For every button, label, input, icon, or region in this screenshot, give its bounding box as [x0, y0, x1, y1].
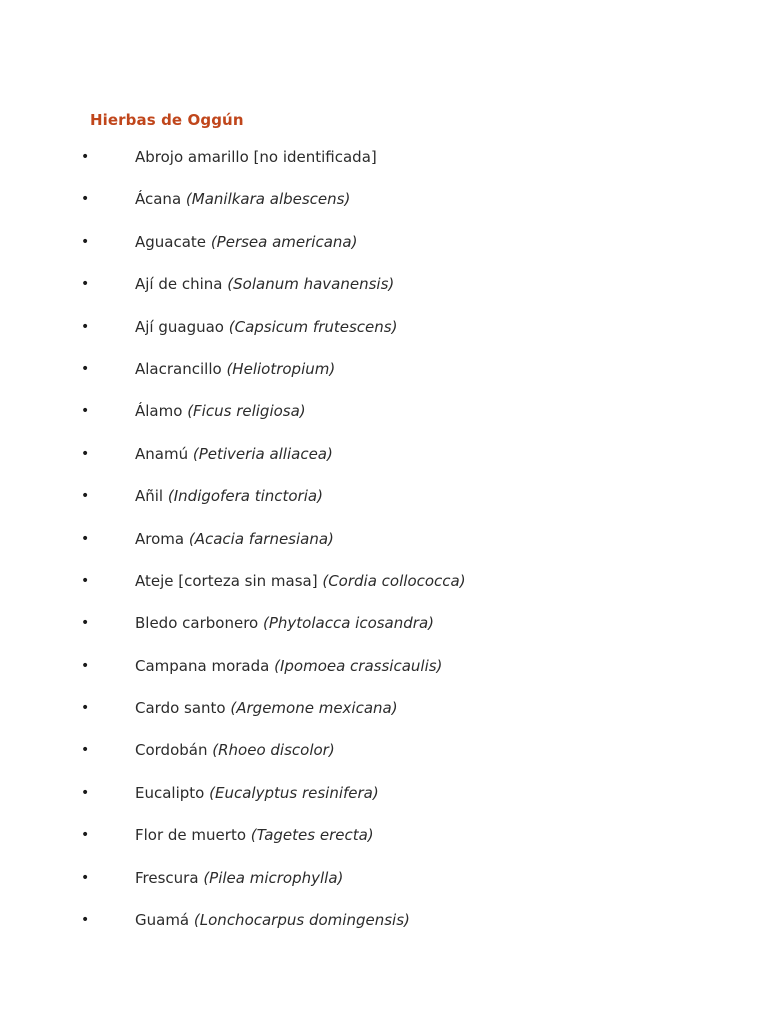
bullet-icon: • [81, 403, 90, 420]
page-title: Hierbas de Oggún [90, 111, 244, 129]
list-item [0, 484, 768, 526]
herb-entry [135, 654, 442, 679]
herb-common-name: Frescura [135, 868, 199, 887]
herb-entry [135, 527, 334, 552]
herb-entry [135, 908, 410, 933]
herb-entry [135, 230, 357, 255]
list-item [0, 315, 768, 357]
bullet-icon: • [81, 784, 90, 801]
herb-entry [135, 272, 394, 297]
herb-common-name: Ateje [corteza sin masa] [135, 571, 318, 590]
herb-list [0, 145, 768, 950]
herb-common-name: Flor de muerto [135, 826, 246, 845]
list-item [0, 357, 768, 399]
bullet-icon: • [81, 869, 90, 886]
bullet-icon: • [81, 149, 90, 165]
herb-entry [135, 569, 466, 594]
herb-scientific-name: (Ipomoea crassicaulis) [274, 656, 443, 675]
herb-common-name: Alacrancillo [135, 359, 222, 378]
list-item [0, 527, 768, 569]
list-item [0, 399, 768, 441]
bullet-icon: • [81, 700, 90, 717]
herb-common-name: Ácana [135, 190, 182, 209]
herb-entry [135, 866, 343, 891]
herb-entry [135, 145, 377, 170]
herb-common-name: Bledo carbonero [135, 614, 259, 633]
bullet-icon: • [81, 233, 90, 250]
list-item [0, 696, 768, 738]
list-item [0, 569, 768, 611]
herb-common-name: Cordobán [135, 741, 208, 760]
herb-entry [135, 315, 397, 340]
bullet-icon: • [81, 742, 90, 759]
herb-entry [135, 399, 306, 424]
list-item [0, 272, 768, 314]
herb-scientific-name: (Tagetes erecta) [250, 826, 374, 845]
herb-scientific-name: (Argemone mexicana) [230, 699, 398, 718]
herb-scientific-name: (Persea americana) [210, 232, 358, 251]
bullet-icon: • [81, 912, 90, 929]
bullet-icon: • [81, 488, 90, 505]
herb-scientific-name: (Cordia collococca) [322, 571, 466, 590]
herb-entry [135, 696, 398, 721]
herb-common-name: Añil [135, 487, 164, 506]
herb-entry [135, 484, 323, 509]
herb-common-name: Guamá [135, 911, 190, 930]
herb-entry [135, 442, 333, 467]
bullet-icon: • [81, 276, 90, 293]
herb-common-name: Álamo [135, 402, 183, 421]
herb-scientific-name: (Manilkara albescens) [185, 190, 351, 209]
list-item [0, 738, 768, 780]
list-item [0, 442, 768, 484]
list-item [0, 230, 768, 272]
herb-scientific-name: (Rhoeo discolor) [212, 741, 335, 760]
list-item [0, 866, 768, 908]
herb-common-name: Aguacate [135, 232, 207, 251]
herb-common-name: Eucalipto [135, 783, 205, 802]
herb-scientific-name: (Indigofera tinctoria) [167, 487, 323, 506]
herb-scientific-name: (Pilea microphylla) [203, 868, 344, 887]
herb-scientific-name: (Heliotropium) [226, 359, 336, 378]
list-item [0, 187, 768, 229]
herb-entry [135, 823, 374, 848]
list-item [0, 654, 768, 696]
herb-entry [135, 738, 335, 763]
herb-scientific-name: (Phytolacca icosandra) [263, 614, 434, 633]
herb-common-name: Aroma [135, 529, 185, 548]
herb-scientific-name: (Acacia farnesiana) [188, 529, 334, 548]
bullet-icon: • [81, 191, 90, 208]
herb-entry [135, 357, 335, 382]
bullet-icon: • [81, 615, 90, 632]
list-item [0, 611, 768, 653]
herb-common-name: Abrojo amarillo [no identificada] [135, 148, 377, 166]
herb-common-name: Cardo santo [135, 699, 226, 718]
herb-entry [135, 781, 379, 806]
herb-scientific-name: (Capsicum frutescens) [228, 317, 398, 336]
herb-common-name: Ají de china [135, 275, 223, 294]
list-item [0, 823, 768, 865]
bullet-icon: • [81, 827, 90, 844]
herb-scientific-name: (Ficus religiosa) [187, 402, 306, 421]
herb-scientific-name: (Solanum havanensis) [227, 275, 395, 294]
bullet-icon: • [81, 657, 90, 674]
herb-scientific-name: (Petiveria alliacea) [192, 444, 333, 463]
herb-scientific-name: (Eucalyptus resinifera) [209, 783, 379, 802]
herb-entry [135, 187, 350, 212]
bullet-icon: • [81, 445, 90, 462]
bullet-icon: • [81, 318, 90, 335]
herb-scientific-name: (Lonchocarpus domingensis) [193, 911, 410, 930]
herb-common-name: Campana morada [135, 656, 270, 675]
list-item [0, 145, 768, 187]
herb-common-name: Ají guaguao [135, 317, 224, 336]
bullet-icon: • [81, 360, 90, 377]
herb-common-name: Anamú [135, 444, 189, 463]
list-item [0, 781, 768, 823]
bullet-icon: • [81, 530, 90, 547]
bullet-icon: • [81, 572, 90, 589]
list-item [0, 908, 768, 950]
herb-entry [135, 611, 434, 636]
